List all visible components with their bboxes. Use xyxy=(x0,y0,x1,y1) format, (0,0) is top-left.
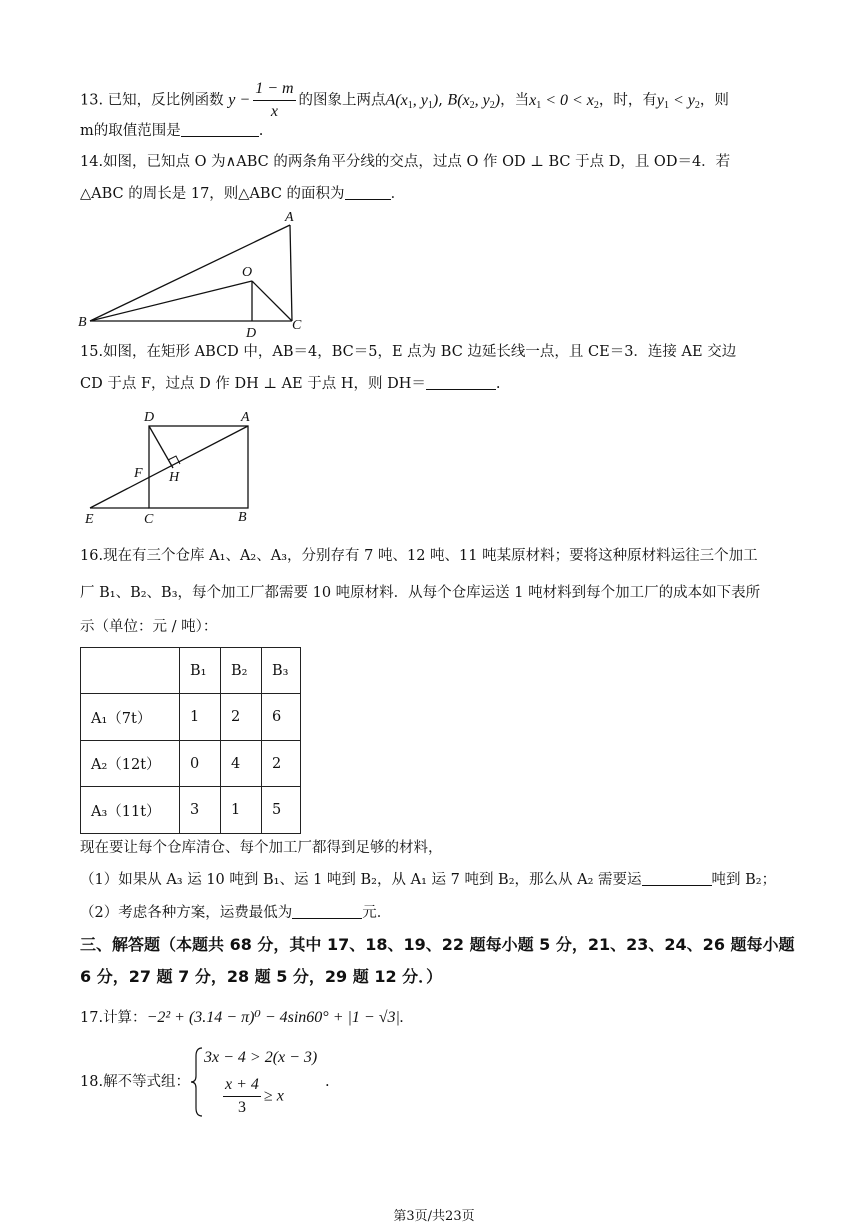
q14-answer-blank[interactable] xyxy=(345,185,391,200)
table-header-cell: B₃ xyxy=(262,648,301,694)
label-A: A xyxy=(241,410,250,425)
q16-line2: 厂 B₁、B₂、B₃，每个加工厂都需要 10 吨原材料．从每个仓库运送 1 吨材料到每个加工厂的成本如下表所 xyxy=(80,585,761,601)
rectangle-ABCD xyxy=(149,426,248,508)
label-B: B xyxy=(78,315,87,330)
label-D: D xyxy=(246,326,257,340)
segment-DH xyxy=(149,426,173,468)
table-header-cell: B₂ xyxy=(221,648,262,694)
label-F: F xyxy=(134,466,143,481)
q13-number: 13. xyxy=(80,92,104,109)
table-cell: 5 xyxy=(262,787,301,834)
q15-rectangle-figure xyxy=(80,405,270,530)
segment-AE xyxy=(90,426,248,508)
cost-table xyxy=(80,647,301,834)
q16-sub2-blank[interactable] xyxy=(292,904,362,919)
table-cell: 1 xyxy=(180,694,221,741)
q18-line: 18.解不等式组： xyxy=(80,1074,191,1090)
label-O: O xyxy=(242,265,253,280)
q16-sub1: （1）如果从 A₃ 运 10 吨到 B₁、运 1 吨到 B₂，从 A₁ 运 7 吨到 B₂，那么从 A₂ 需要运 吨到 B₂； xyxy=(80,872,777,888)
table-cell: 6 xyxy=(262,694,301,741)
table-cell: A₃（11t） xyxy=(81,787,180,834)
label-C: C xyxy=(144,512,154,527)
q13-text: 已知，反比例函数 xyxy=(107,92,224,109)
table-cell: 0 xyxy=(180,741,221,787)
q15-text: 如图，在矩形 ABCD 中，AB＝4，BC＝5，E 点为 BC 边延长线一点，且 CE＝3．连接 AE 交边 xyxy=(103,344,737,360)
label-D: D xyxy=(144,410,155,425)
q13-result: $y_1 < y_2$ xyxy=(656,91,700,111)
q16-line1: 16.现在有三个仓库 A₁、A₂、A₃，分别存有 7 吨、12 吨、11 吨某原材料；要将这种原材料运往三个加工 xyxy=(80,548,758,564)
table-cell: 2 xyxy=(221,694,262,741)
q16-text: 现在有三个仓库 A₁、A₂、A₃，分别存有 7 吨、12 吨、11 吨某原材料；要将这种原材料运往三个加工 xyxy=(103,548,758,564)
table-cell: 3 xyxy=(180,787,221,834)
q14-text: 如图，已知点 O 为∧ABC 的两条角平分线的交点，过点 O 作 OD ⊥ BC 于点 D，且 OD＝4．若 xyxy=(103,154,731,170)
q15-line2: CD 于点 F，过点 D 作 DH ⊥ AE 于点 H，则 DH＝ . xyxy=(80,376,501,392)
q13-condition: $x_1 < 0 < x_2$ xyxy=(529,91,599,111)
q13-line1: 13. 已知，反比例函数 y − $\frac{1 - m}{x}$ 的图象上两点$A(x_1$, $y_1$), $B(x_2$, $y_2$)，当$x_1 < 0 < x_2$，时，有$y_1 < y_2$，则 xyxy=(80,78,729,123)
table-row xyxy=(81,694,301,741)
label-H: H xyxy=(169,470,180,485)
table-row xyxy=(81,787,301,834)
page-footer: 第3页/共23页 xyxy=(393,1209,475,1224)
segment-AC xyxy=(290,225,292,321)
q16-line3: 示（单位：元 / 吨）： xyxy=(80,619,218,635)
segment-OC xyxy=(252,281,292,321)
inequality-2: $\frac{x + 4}{3}$ ≥ x xyxy=(225,1076,284,1116)
segment-BO xyxy=(90,281,252,321)
q15-line1: 15.如图，在矩形 ABCD 中，AB＝4，BC＝5，E 点为 BC 边延长线一点，且 CE＝3．连接 AE 交边 xyxy=(80,344,737,360)
label-A: A xyxy=(285,210,294,225)
q17-expression: −2² + (3.14 − π)⁰ − 4sin60° + |1 − √3|. xyxy=(146,1009,404,1026)
q14-line2: △ABC 的周长是 17，则△ABC 的面积为 ． xyxy=(80,186,406,202)
q13-formula: y − xyxy=(228,91,251,109)
q13-points: A xyxy=(385,91,396,109)
section-heading-line2: 6 分，27 题 7 分，28 题 5 分，29 题 12 分．） xyxy=(80,967,443,986)
table-cell: 1 xyxy=(221,787,262,834)
table-header-cell xyxy=(81,648,180,694)
q13-fraction: $\frac{1 - m}{x}$ xyxy=(255,80,294,120)
q14-line1: 14.如图，已知点 O 为∧ABC 的两条角平分线的交点，过点 O 作 OD ⊥ BC 于点 D，且 OD＝4．若 xyxy=(80,154,731,170)
q16-sub2: （2）考虑各种方案，运费最低为 元． xyxy=(80,905,392,921)
q16-sub1-blank[interactable] xyxy=(642,871,712,886)
q13-answer-blank[interactable] xyxy=(181,122,259,137)
table-cell: A₁（7t） xyxy=(81,694,180,741)
inequality-1: 3x − 4 > 2(x − 3) xyxy=(204,1049,318,1066)
table-row xyxy=(81,648,301,694)
section-heading: 三、解答题（本题共 68 分，其中 17、18、19、22 题每小题 5 分，21、23、24、26 题每小题 xyxy=(80,935,795,954)
table-cell: A₂（12t） xyxy=(81,741,180,787)
q13-line2: m的取值范围是 . xyxy=(80,123,264,139)
table-header-cell: B₁ xyxy=(180,648,221,694)
q15-answer-blank[interactable] xyxy=(426,375,496,390)
left-brace xyxy=(190,1046,204,1118)
table-cell: 4 xyxy=(221,741,262,787)
label-E: E xyxy=(85,512,94,527)
table-cell: 2 xyxy=(262,741,301,787)
table-row xyxy=(81,741,301,787)
q16-after-table: 现在要让每个仓库清仓、每个加工厂都得到足够的材料， xyxy=(80,840,443,856)
label-B: B xyxy=(238,510,247,525)
label-C: C xyxy=(292,318,302,333)
q14-triangle-figure xyxy=(70,205,320,340)
q17-line: 17.计算：−2² + (3.14 − π)⁰ − 4sin60° + |1 − √3|. xyxy=(80,1009,404,1026)
segment-BA xyxy=(90,225,290,321)
